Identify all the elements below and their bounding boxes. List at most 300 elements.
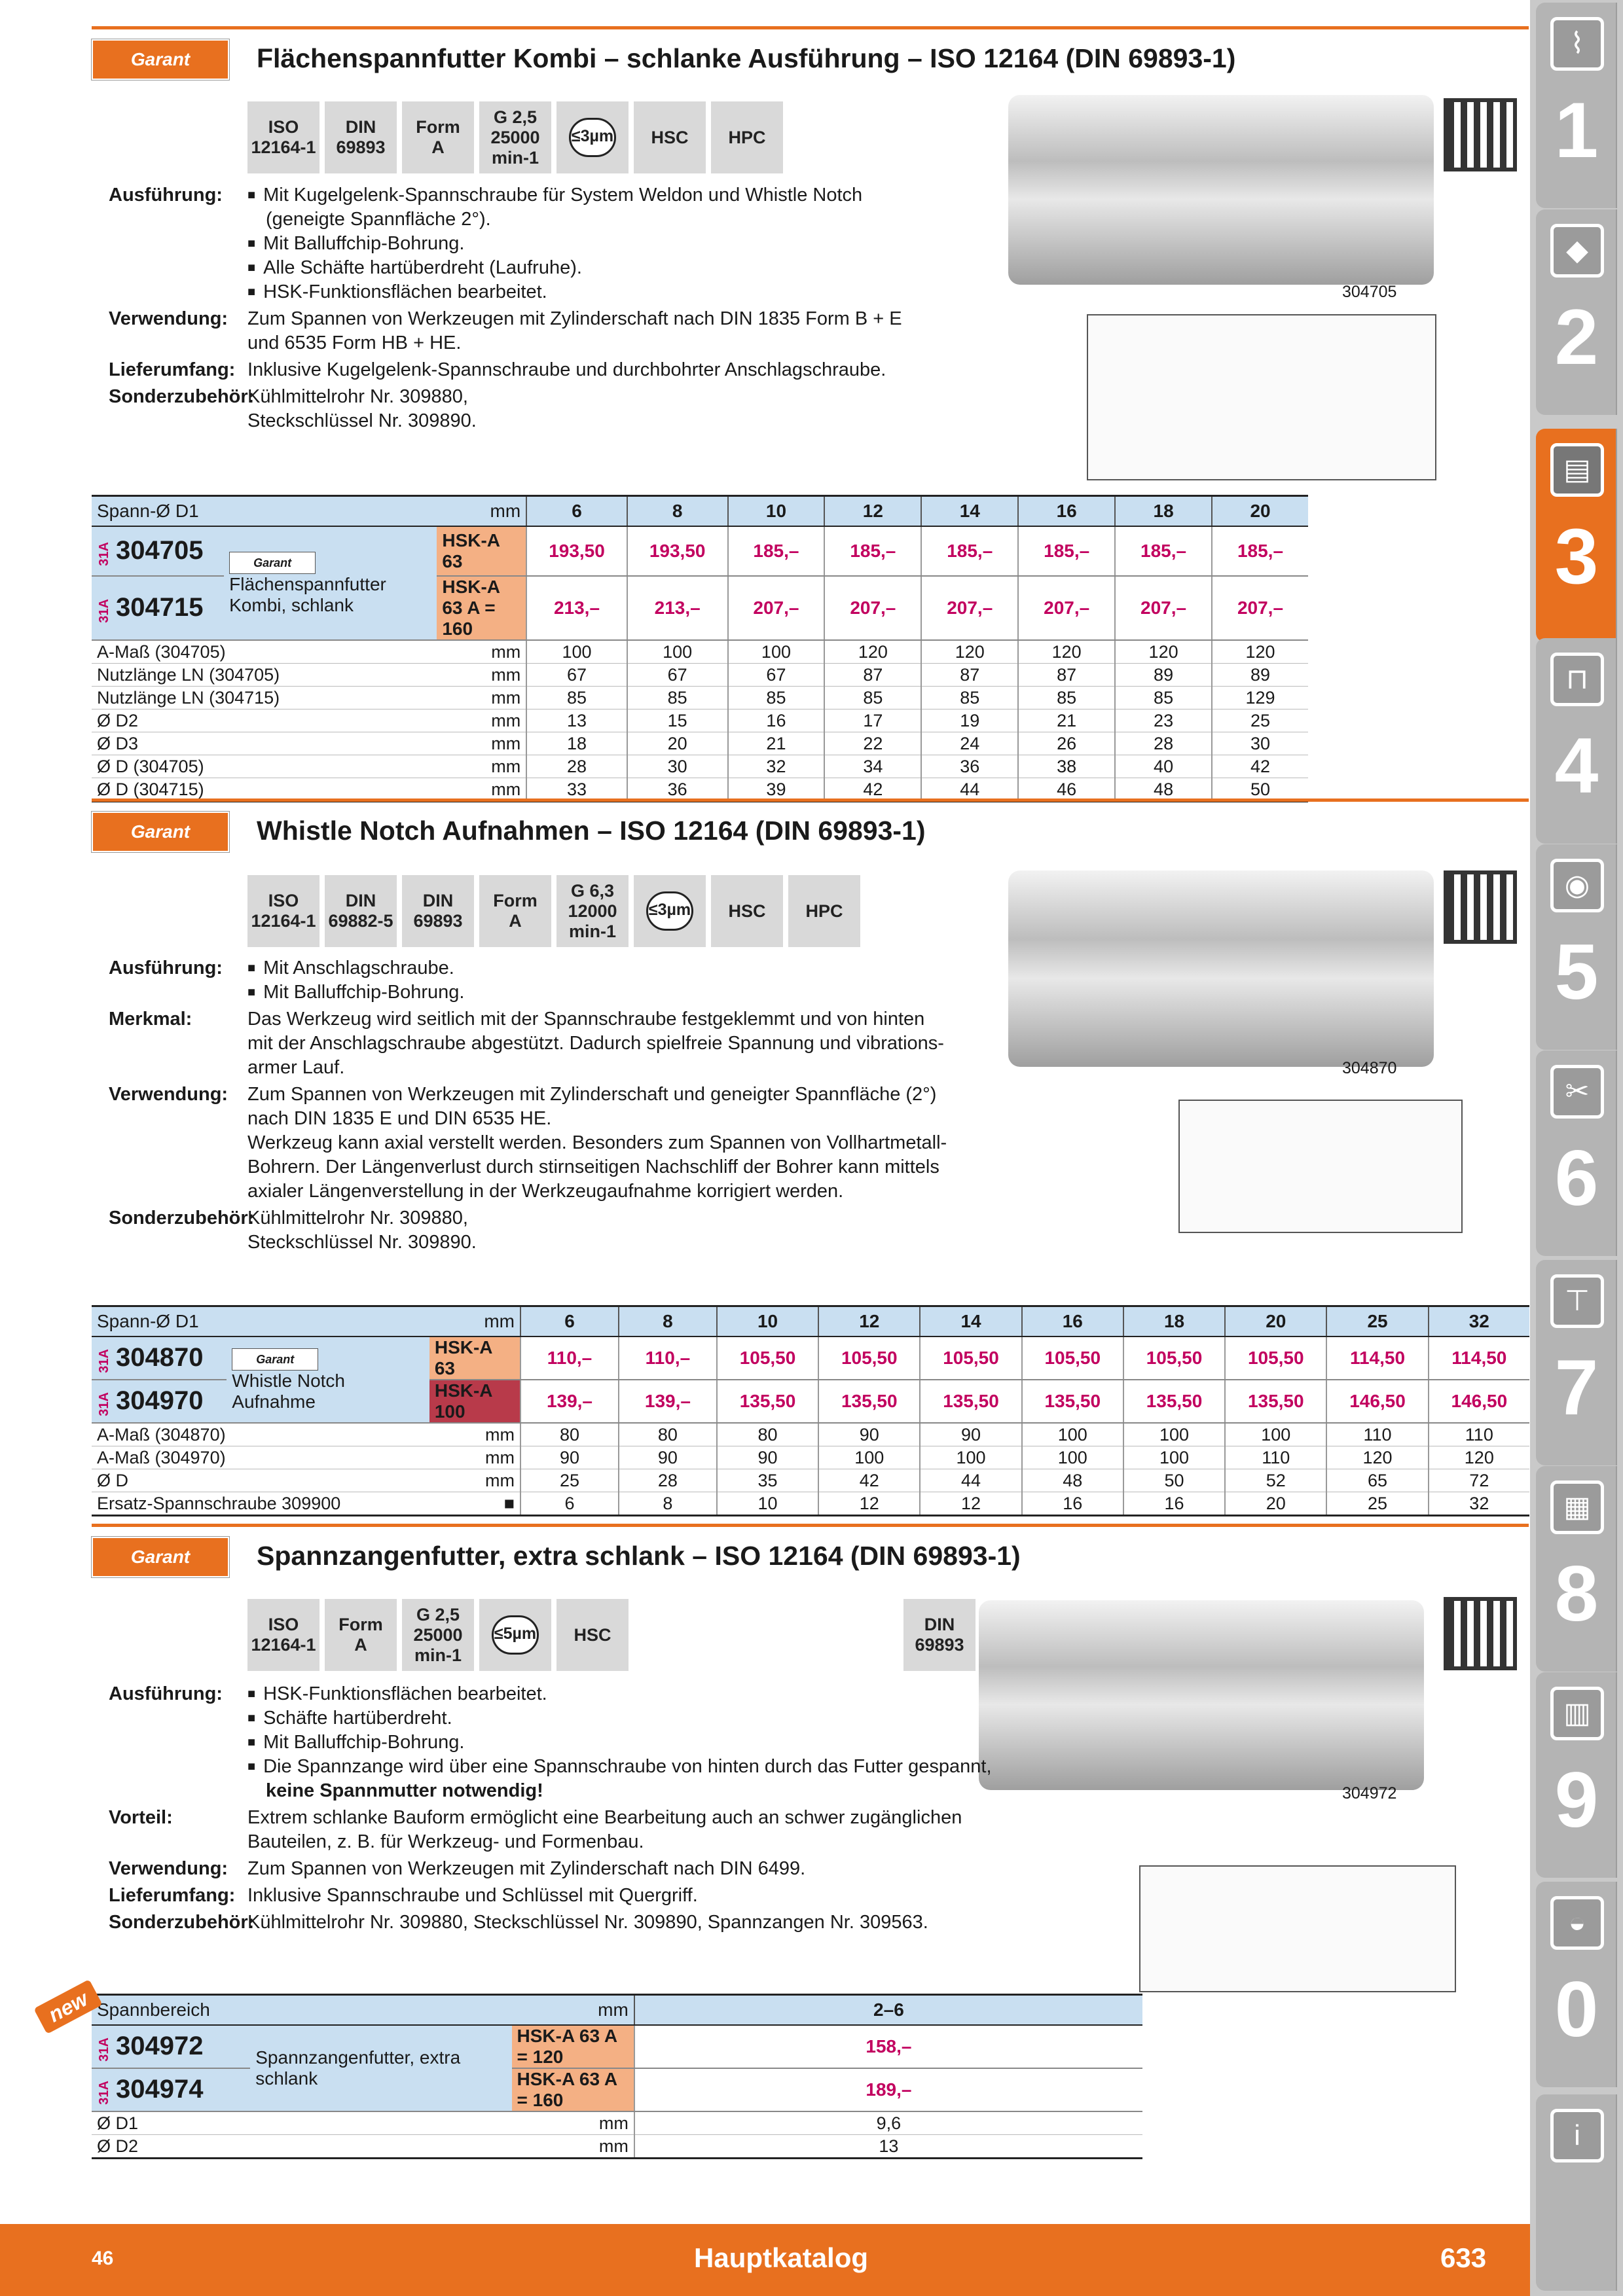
price-cell[interactable]: 185,– <box>824 526 921 576</box>
dimension-value: 26 <box>1018 732 1115 755</box>
dimension-unit: mm <box>437 664 526 687</box>
price-cell[interactable]: 146,50 <box>1326 1380 1428 1423</box>
sidebar-tab-number: 0 <box>1554 1965 1599 2053</box>
spec-text: Zum Spannen von Werkzeugen mit Zylinderschaft nach DIN 1835 Form B + E <box>247 308 902 329</box>
sidebar-tab-i[interactable] <box>1536 2094 1617 2291</box>
dimension-unit: mm <box>437 640 526 664</box>
dimension-name: Ø D (304705) <box>92 755 437 778</box>
article-number: 304715 <box>116 593 204 622</box>
dimension-value: 52 <box>1225 1469 1326 1492</box>
spec-badge <box>325 101 397 173</box>
badge-line: 12164-1 <box>251 1635 316 1655</box>
table-col-header: 16 <box>1018 496 1115 527</box>
sidebar-tab-9[interactable] <box>1536 1672 1617 1878</box>
product-artno[interactable] <box>92 2068 250 2111</box>
product-description <box>227 1336 429 1423</box>
badge-line: 69893 <box>413 911 463 931</box>
dimension-value: 32 <box>1429 1492 1529 1516</box>
spec-label: Sonderzubehör: <box>109 1208 255 1229</box>
hsk-size: HSK-A 63 <box>429 1336 520 1380</box>
price-cell[interactable]: 110,– <box>619 1336 717 1380</box>
catalog-category: 31A <box>97 1392 111 1416</box>
dimension-value: 46 <box>1018 778 1115 802</box>
technical-drawing <box>1139 1865 1456 1992</box>
spec-text: (geneigte Spannfläche 2°). <box>266 209 491 230</box>
footer-catalog-title: Hauptkatalog <box>694 2242 869 2273</box>
dimension-unit: mm <box>429 1446 520 1469</box>
section-divider <box>92 1524 1529 1527</box>
cabinet-icon: ▥ <box>1550 1687 1604 1740</box>
spec-label: Verwendung: <box>109 1858 228 1879</box>
product-row[interactable] <box>92 2068 1142 2111</box>
dimension-value: 42 <box>818 1469 920 1492</box>
dimension-row <box>92 664 1308 687</box>
table-col-header: 14 <box>921 496 1018 527</box>
dimension-value: 67 <box>728 664 825 687</box>
dimension-value: 85 <box>728 687 825 709</box>
dimension-row <box>92 1492 1529 1516</box>
dimension-row <box>92 2135 1142 2159</box>
dimension-value: 89 <box>1115 664 1212 687</box>
dimension-row <box>92 687 1308 709</box>
article-number: 304970 <box>116 1386 204 1416</box>
dimension-name: A-Maß (304705) <box>92 640 437 664</box>
spec-badge <box>325 1599 397 1671</box>
badge-line: HSC <box>651 127 689 147</box>
dimension-value: 17 <box>824 709 921 732</box>
price-cell[interactable]: 135,50 <box>920 1380 1021 1423</box>
price-cell[interactable]: 135,50 <box>1123 1380 1225 1423</box>
badge-line: Form <box>416 117 460 137</box>
sidebar-tab-7[interactable] <box>1536 1260 1617 1465</box>
dimension-value: 100 <box>1123 1423 1225 1446</box>
image-caption: 304870 <box>1342 1059 1397 1077</box>
dimension-row <box>92 732 1308 755</box>
dimension-value: 44 <box>920 1469 1021 1492</box>
sidebar-tab-number: 6 <box>1554 1134 1599 1222</box>
dimension-value: 6 <box>520 1492 619 1516</box>
dimension-value: 120 <box>1429 1446 1529 1469</box>
tolerance-icon: ≤3µm <box>569 118 616 157</box>
dimension-unit <box>429 1492 520 1516</box>
dimension-value: 129 <box>1212 687 1308 709</box>
badge-line: 12164-1 <box>251 137 316 157</box>
product-table <box>92 1305 1529 1516</box>
spec-badge <box>479 1599 551 1671</box>
dimension-value: 25 <box>1212 709 1308 732</box>
technical-drawing <box>1087 314 1436 480</box>
spec-text: Inklusive Spannschraube und Schlüssel mit Quergriff. <box>247 1885 698 1906</box>
price-cell[interactable]: 207,– <box>921 576 1018 640</box>
dimension-value: 110 <box>1326 1423 1428 1446</box>
price-cell[interactable]: 189,– <box>634 2068 1142 2111</box>
badge-line: 25000 <box>490 127 540 147</box>
dimension-value: 39 <box>728 778 825 802</box>
dimension-value: 50 <box>1123 1469 1225 1492</box>
table-header-unit: mm <box>437 496 526 527</box>
dimension-value: 30 <box>1212 732 1308 755</box>
sidebar-tab-number: 2 <box>1554 293 1599 381</box>
dimension-value: 90 <box>520 1446 619 1469</box>
dimension-value: 13 <box>526 709 627 732</box>
sidebar-tab-number: 3 <box>1554 512 1599 600</box>
brand-mini-logo: Garant <box>229 552 316 574</box>
price-cell[interactable]: 110,– <box>520 1336 619 1380</box>
dimension-value: 28 <box>619 1469 717 1492</box>
dimension-value: 35 <box>717 1469 818 1492</box>
dimension-unit: mm <box>437 687 526 709</box>
dimension-row <box>92 1469 1529 1492</box>
dimension-value: 110 <box>1225 1446 1326 1469</box>
dimension-value: 100 <box>728 640 825 664</box>
sidebar-tab-2[interactable] <box>1536 209 1617 415</box>
spec-badge <box>247 1599 319 1671</box>
hsk-size: HSK-A 100 <box>429 1380 520 1423</box>
image-caption: 304972 <box>1342 1784 1397 1803</box>
dimension-unit: mm <box>437 755 526 778</box>
dimension-value: 87 <box>921 664 1018 687</box>
dimension-value: 100 <box>818 1446 920 1469</box>
spec-badge <box>479 101 551 173</box>
dimension-value: 25 <box>520 1469 619 1492</box>
table-col-header: 10 <box>717 1306 818 1337</box>
dimension-value: 8 <box>619 1492 717 1516</box>
badge-line: Form <box>493 891 538 910</box>
spec-text: armer Lauf. <box>247 1057 345 1078</box>
table-col-header: 18 <box>1123 1306 1225 1337</box>
price-cell[interactable]: 185,– <box>728 526 825 576</box>
table-col-header: 6 <box>526 496 627 527</box>
section-divider <box>92 798 1529 802</box>
dimension-value: 48 <box>1022 1469 1123 1492</box>
spec-text: ■ HSK-Funktionsflächen bearbeitet. <box>247 1682 547 1708</box>
product-row[interactable] <box>92 526 1308 576</box>
badge-line: DIN <box>422 891 454 910</box>
spec-label: Lieferumfang: <box>109 359 236 380</box>
dimension-value: 90 <box>920 1423 1021 1446</box>
price-cell[interactable]: 213,– <box>627 576 728 640</box>
dimension-value: 100 <box>627 640 728 664</box>
dimension-value: 36 <box>627 778 728 802</box>
price-cell[interactable]: 146,50 <box>1429 1380 1529 1423</box>
badge-line: A <box>431 137 445 157</box>
table-col-header: 16 <box>1022 1306 1123 1337</box>
spec-text: Bauteilen, z. B. für Werkzeug- und Formenbau. <box>247 1831 644 1852</box>
spec-badge <box>247 875 319 947</box>
table-col-header: 18 <box>1115 496 1212 527</box>
spec-badge <box>788 875 860 947</box>
grinding-disc-icon: ◉ <box>1550 859 1604 912</box>
table-header-row <box>92 1306 1529 1337</box>
dimension-value: 32 <box>728 755 825 778</box>
hsk-size: HSK-A 63 A = 120 <box>512 2025 634 2068</box>
price-cell[interactable]: 139,– <box>619 1380 717 1423</box>
brand-logo: Garant <box>92 812 229 852</box>
dimension-value: 120 <box>1212 640 1308 664</box>
safety-icon: ◒ <box>1550 1896 1604 1950</box>
badge-line: 69893 <box>915 1635 964 1655</box>
section-title: Flächenspannfutter Kombi – schlanke Ausführung – ISO 12164 (DIN 69893-1) <box>257 43 1236 73</box>
spec-label: Verwendung: <box>109 308 228 329</box>
table-header-row <box>92 496 1308 527</box>
dimension-value: 10 <box>717 1492 818 1516</box>
dimension-name: Ø D3 <box>92 732 437 755</box>
price-cell[interactable]: 158,– <box>634 2025 1142 2068</box>
table-header-row <box>92 1995 1142 2026</box>
spec-text: Bohrern. Der Längenverlust durch stirnseitigen Nachschliff der Bohrer kann mittels <box>247 1157 939 1177</box>
dimension-value: 100 <box>1022 1423 1123 1446</box>
price-cell[interactable]: 105,50 <box>1225 1336 1326 1380</box>
table-col-header: 6 <box>520 1306 619 1337</box>
dimension-row <box>92 640 1308 664</box>
badge-line: ISO <box>268 1615 299 1634</box>
dimension-value: 23 <box>1115 709 1212 732</box>
sidebar-tab-number: 5 <box>1554 928 1599 1016</box>
brand-logo: Garant <box>92 1537 229 1577</box>
spec-label: Ausführung: <box>109 185 223 206</box>
screw-icon: ■ <box>503 1493 515 1513</box>
table-col-header: 32 <box>1429 1306 1529 1337</box>
dimension-name: A-Maß (304970) <box>92 1446 429 1469</box>
price-cell[interactable]: 114,50 <box>1326 1336 1428 1380</box>
dimension-unit: mm <box>437 732 526 755</box>
dimension-value: 85 <box>526 687 627 709</box>
spec-text: Werkzeug kann axial verstellt werden. Besonders zum Spannen von Vollhartmetall- <box>247 1132 947 1153</box>
sidebar-tab-4[interactable] <box>1536 638 1617 844</box>
product-artno[interactable] <box>92 1380 227 1423</box>
price-cell[interactable]: 135,50 <box>818 1380 920 1423</box>
spec-label: Ausführung: <box>109 1683 223 1704</box>
dimension-name: Ersatz-Spannschraube 309900 <box>92 1492 429 1516</box>
price-cell[interactable]: 185,– <box>1115 526 1212 576</box>
image-caption: 304705 <box>1342 283 1397 301</box>
price-cell[interactable]: 105,50 <box>920 1336 1021 1380</box>
description-text: Flächenspannfutter Kombi, schlank <box>229 574 386 615</box>
sidebar-tab-8[interactable] <box>1536 1466 1617 1672</box>
spec-text: keine Spannmutter notwendig! <box>266 1780 543 1801</box>
dimension-value: 120 <box>1115 640 1212 664</box>
badge-line: HPC <box>728 127 766 147</box>
dimension-value: 42 <box>1212 755 1308 778</box>
price-cell[interactable]: 105,50 <box>818 1336 920 1380</box>
sidebar-tab-3[interactable] <box>1536 429 1617 642</box>
dimension-value: 33 <box>526 778 627 802</box>
spec-text: nach DIN 1835 E und DIN 6535 HE. <box>247 1108 552 1129</box>
spec-text: ■ Schäfte hartüberdreht. <box>247 1706 452 1732</box>
dimension-value: 120 <box>1326 1446 1428 1469</box>
catalog-category: 31A <box>97 542 111 566</box>
spec-text: Kühlmittelrohr Nr. 309880, <box>247 386 468 407</box>
product-table <box>92 1994 1142 2159</box>
dimension-value: 28 <box>526 755 627 778</box>
dimension-value: 87 <box>824 664 921 687</box>
price-cell[interactable]: 185,– <box>921 526 1018 576</box>
spec-badge <box>634 875 706 947</box>
tolerance-icon: ≤3µm <box>646 891 693 931</box>
table-col-header: 12 <box>824 496 921 527</box>
dimension-value: 100 <box>1225 1423 1326 1446</box>
table-header-unit: mm <box>429 1306 520 1337</box>
sidebar-tab-1[interactable] <box>1536 3 1617 208</box>
spec-badge <box>479 875 551 947</box>
price-cell[interactable]: 105,50 <box>1022 1336 1123 1380</box>
price-cell[interactable]: 207,– <box>1212 576 1308 640</box>
dimension-unit: mm <box>437 778 526 802</box>
dimension-value: 21 <box>728 732 825 755</box>
price-cell[interactable]: 105,50 <box>717 1336 818 1380</box>
table-header-label: Spann-Ø D1 <box>92 496 437 527</box>
badge-line: 69893 <box>336 137 386 157</box>
dimension-name: A-Maß (304870) <box>92 1423 429 1446</box>
product-row[interactable] <box>92 2025 1142 2068</box>
badge-line: G 6,3 <box>570 880 615 901</box>
dimension-value: 15 <box>627 709 728 732</box>
article-number: 304974 <box>116 2075 204 2104</box>
price-cell[interactable]: 185,– <box>1018 526 1115 576</box>
product-artno[interactable] <box>92 526 224 576</box>
spec-badge <box>556 875 629 947</box>
catalog-category: 31A <box>97 1349 111 1373</box>
dimension-value: 36 <box>921 755 1018 778</box>
dimension-value: 20 <box>1225 1492 1326 1516</box>
price-cell[interactable]: 135,50 <box>1022 1380 1123 1423</box>
price-cell[interactable]: 185,– <box>1212 526 1308 576</box>
table-header-label: Spann-Ø D1 <box>92 1306 429 1337</box>
dimension-value: 13 <box>634 2135 1142 2159</box>
spec-badge <box>711 875 783 947</box>
dimension-value: 44 <box>921 778 1018 802</box>
price-cell[interactable]: 139,– <box>520 1380 619 1423</box>
spec-badge <box>247 101 319 173</box>
dimension-value: 90 <box>619 1446 717 1469</box>
table-col-header: 12 <box>818 1306 920 1337</box>
dimension-value: 42 <box>824 778 921 802</box>
dimension-row <box>92 2111 1142 2135</box>
spec-text: Zum Spannen von Werkzeugen mit Zylinderschaft nach DIN 6499. <box>247 1858 806 1879</box>
spec-text: ■ Mit Balluffchip-Bohrung. <box>247 232 464 258</box>
qr-code-icon[interactable] <box>1444 870 1517 944</box>
footer-page-left: 46 <box>92 2248 114 2269</box>
spec-text: und 6535 Form HB + HE. <box>247 332 462 353</box>
dimension-value: 18 <box>526 732 627 755</box>
table-col-header: 10 <box>728 496 825 527</box>
price-cell[interactable]: 213,– <box>526 576 627 640</box>
sidebar-tab-number: 8 <box>1554 1550 1599 1638</box>
dimension-value: 48 <box>1115 778 1212 802</box>
article-number: 304705 <box>116 536 204 565</box>
catalog-category: 31A <box>97 599 111 623</box>
price-cell[interactable]: 114,50 <box>1429 1336 1529 1380</box>
dimension-value: 19 <box>921 709 1018 732</box>
dimension-value: 100 <box>526 640 627 664</box>
dimension-row <box>92 709 1308 732</box>
dimension-name: Ø D2 <box>92 709 437 732</box>
dimension-value: 50 <box>1212 778 1308 802</box>
sidebar-tab-5[interactable] <box>1536 844 1617 1050</box>
qr-code-icon[interactable] <box>1444 1597 1517 1670</box>
sidebar-tab-number: 4 <box>1554 722 1599 810</box>
price-cell[interactable]: 207,– <box>1018 576 1115 640</box>
dimension-value: 120 <box>824 640 921 664</box>
dimension-name: Ø D (304715) <box>92 778 437 802</box>
qr-code-icon[interactable] <box>1444 98 1517 171</box>
table-col-header: 2–6 <box>634 1995 1142 2026</box>
spec-label: Vorteil: <box>109 1807 173 1828</box>
hsk-size: HSK-A 63 A = 160 <box>512 2068 634 2111</box>
spec-text: Inklusive Kugelgelenk-Spannschraube und durchbohrter Anschlagschraube. <box>247 359 886 380</box>
article-number: 304972 <box>116 2032 204 2061</box>
description-text: Spannzangenfutter, extra schlank <box>255 2047 461 2089</box>
product-row[interactable] <box>92 1336 1529 1380</box>
spec-badge <box>711 101 783 173</box>
badge-line: HSC <box>728 901 766 921</box>
badge-line: min-1 <box>414 1645 462 1665</box>
sidebar-tab-0[interactable] <box>1536 1882 1617 2087</box>
catalog-category: 31A <box>97 2037 111 2062</box>
dimension-unit: mm <box>429 1423 520 1446</box>
spec-text: axialer Längenverstellung in der Werkzeugaufnahme korrigiert werden. <box>247 1181 844 1202</box>
product-artno[interactable] <box>92 2025 250 2068</box>
price-cell[interactable]: 193,50 <box>526 526 627 576</box>
dimension-value: 80 <box>520 1423 619 1446</box>
table-col-header: 20 <box>1225 1306 1326 1337</box>
dimension-value: 21 <box>1018 709 1115 732</box>
dimension-value: 89 <box>1212 664 1308 687</box>
section-divider <box>92 26 1529 29</box>
info-icon: i <box>1550 2109 1604 2162</box>
price-cell[interactable]: 193,50 <box>627 526 728 576</box>
badge-line: min-1 <box>491 147 539 168</box>
product-artno[interactable] <box>92 576 224 640</box>
spec-badge <box>556 101 629 173</box>
badge-line: ISO <box>268 891 299 910</box>
dimension-value: 80 <box>619 1423 717 1446</box>
spec-label: Sonderzubehör: <box>109 1912 255 1933</box>
spec-text: ■ Mit Balluffchip-Bohrung. <box>247 1731 464 1757</box>
price-cell[interactable]: 207,– <box>1115 576 1212 640</box>
price-cell[interactable]: 207,– <box>824 576 921 640</box>
badge-line: 69882-5 <box>328 911 393 931</box>
dimension-value: 100 <box>1022 1446 1123 1469</box>
dimension-value: 110 <box>1429 1423 1529 1446</box>
dimension-value: 16 <box>728 709 825 732</box>
dimension-value: 28 <box>1115 732 1212 755</box>
spec-text: ■ Alle Schäfte hartüberdreht (Laufruhe). <box>247 256 582 282</box>
price-cell[interactable]: 207,– <box>728 576 825 640</box>
dimension-value: 22 <box>824 732 921 755</box>
dimension-value: 24 <box>921 732 1018 755</box>
dimension-unit: mm <box>429 1469 520 1492</box>
toolholder-icon: ▤ <box>1550 443 1604 497</box>
brand-logo: Garant <box>92 39 229 80</box>
sidebar-tab-6[interactable] <box>1536 1050 1617 1256</box>
price-cell[interactable]: 135,50 <box>717 1380 818 1423</box>
product-artno[interactable] <box>92 1336 227 1380</box>
footer-page-right: 633 <box>1440 2242 1487 2273</box>
spec-badge <box>556 1599 629 1671</box>
badge-line: HSC <box>574 1624 611 1645</box>
dimension-value: 12 <box>920 1492 1021 1516</box>
dimension-value: 30 <box>627 755 728 778</box>
dimension-row <box>92 1446 1529 1469</box>
price-cell[interactable]: 135,50 <box>1225 1380 1326 1423</box>
badge-line: ISO <box>268 117 299 137</box>
price-cell[interactable]: 105,50 <box>1123 1336 1225 1380</box>
badge-line: G 2,5 <box>493 107 538 127</box>
spec-label: Verwendung: <box>109 1084 228 1105</box>
dimension-value: 16 <box>1022 1492 1123 1516</box>
badge-line: A <box>354 1635 367 1655</box>
